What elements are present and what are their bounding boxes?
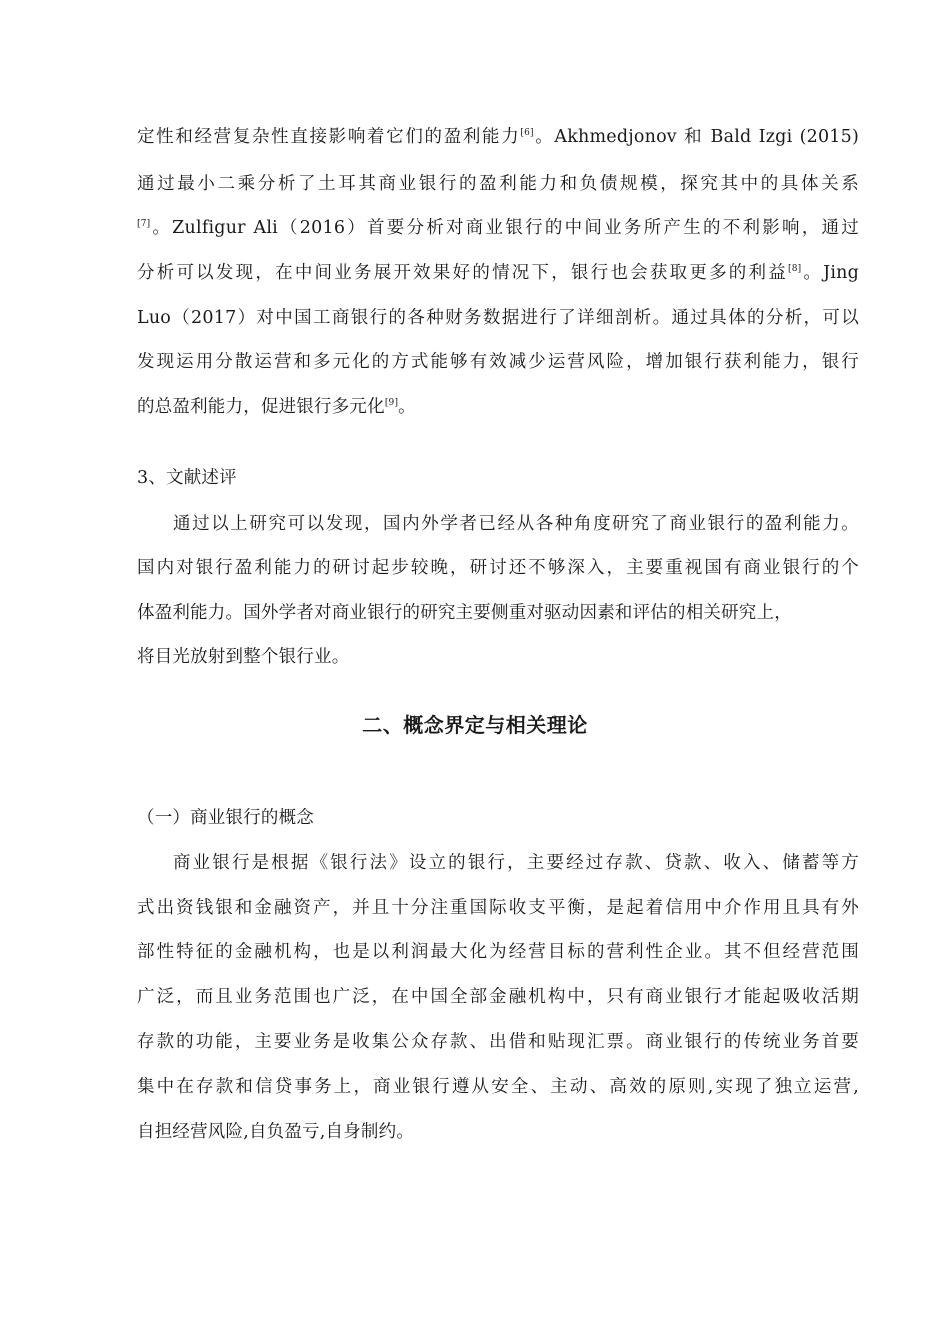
citation-ref: [8] bbox=[787, 264, 802, 274]
paragraph-line bbox=[137, 125, 859, 149]
paragraph-line: 商业银行是根据《银行法》设立的银行，主要经过存款、贷款、收入、储蓄等方 bbox=[173, 853, 859, 873]
paragraph-line: 国内对银行盈利能力的研讨起步较晚，研讨还不够深入，主要重视国有商业银行的个 bbox=[137, 558, 859, 578]
paragraph-line: 通过以上研究可以发现，国内外学者已经从各种角度研究了商业银行的盈利能力。 bbox=[173, 514, 859, 534]
chapter-title: 二、概念界定与相关理论 bbox=[362, 713, 588, 737]
citation-ref: [7] bbox=[137, 219, 151, 229]
paragraph-line: 体盈利能力。国外学者对商业银行的研究主要侧重对驱动因素和评估的相关研究上， bbox=[137, 603, 792, 623]
citation-ref: [6] bbox=[520, 128, 534, 138]
text-run: 。Zulfigur Ali（2016）首要分析对商业银行的中间业务所产生的不利影响，通过 bbox=[150, 218, 859, 238]
paragraph-line: 通过最小二乘分析了土耳其商业银行的盈利能力和负债规模，探究其中的具体关系 bbox=[137, 174, 859, 194]
text-run: 的总盈利能力，促进银行多元化 bbox=[137, 397, 385, 417]
paragraph-line: 集中在存款和信贷事务上，商业银行遵从安全、主动、高效的原则,实现了独立运营, bbox=[137, 1077, 859, 1097]
paragraph-line bbox=[137, 261, 859, 285]
paragraph-line: 将目光放射到整个银行业。 bbox=[137, 647, 350, 667]
subsection-heading: （一）商业银行的概念 bbox=[137, 808, 314, 828]
paragraph-line: 发现运用分散运营和多元化的方式能够有效减少运营风险，增加银行获利能力，银行 bbox=[137, 352, 859, 372]
text-run: 。Akhmedjonov 和 Bald Izgi (2015) bbox=[533, 127, 859, 147]
text-run: 分析可以发现，在中间业务展开效果好的情况下，银行也会获取更多的利益 bbox=[137, 263, 788, 283]
text-run: 定性和经营复杂性直接影响着它们的盈利能力 bbox=[137, 127, 521, 147]
paragraph-line bbox=[137, 216, 859, 240]
citation-ref: [9] bbox=[384, 398, 399, 408]
paragraph-line: 存款的功能，主要业务是收集公众存款、出借和贴现汇票。商业银行的传统业务首要 bbox=[137, 1032, 859, 1052]
paragraph-line: 自担经营风险,自负盈亏,自身制约。 bbox=[137, 1122, 415, 1142]
paragraph-line: 部性特征的金融机构，也是以利润最大化为经营目标的营利性企业。其不但经营范围 bbox=[137, 942, 859, 962]
paragraph-line: 式出资钱银和金融资产，并且十分注重国际收支平衡，是起着信用中介作用且具有外 bbox=[137, 898, 859, 918]
section-heading: 3、文献述评 bbox=[137, 468, 237, 488]
paragraph-line: Luo（2017）对中国工商银行的各种财务数据进行了详细剖析。通过具体的分析，可以 bbox=[137, 308, 859, 328]
paragraph-line bbox=[137, 395, 859, 419]
text-run: 。 bbox=[398, 397, 416, 417]
text-run: 。Jing bbox=[801, 263, 859, 283]
paragraph-line: 广泛，而且业务范围也广泛，在中国全部金融机构中，只有商业银行才能起吸收活期 bbox=[137, 987, 859, 1007]
